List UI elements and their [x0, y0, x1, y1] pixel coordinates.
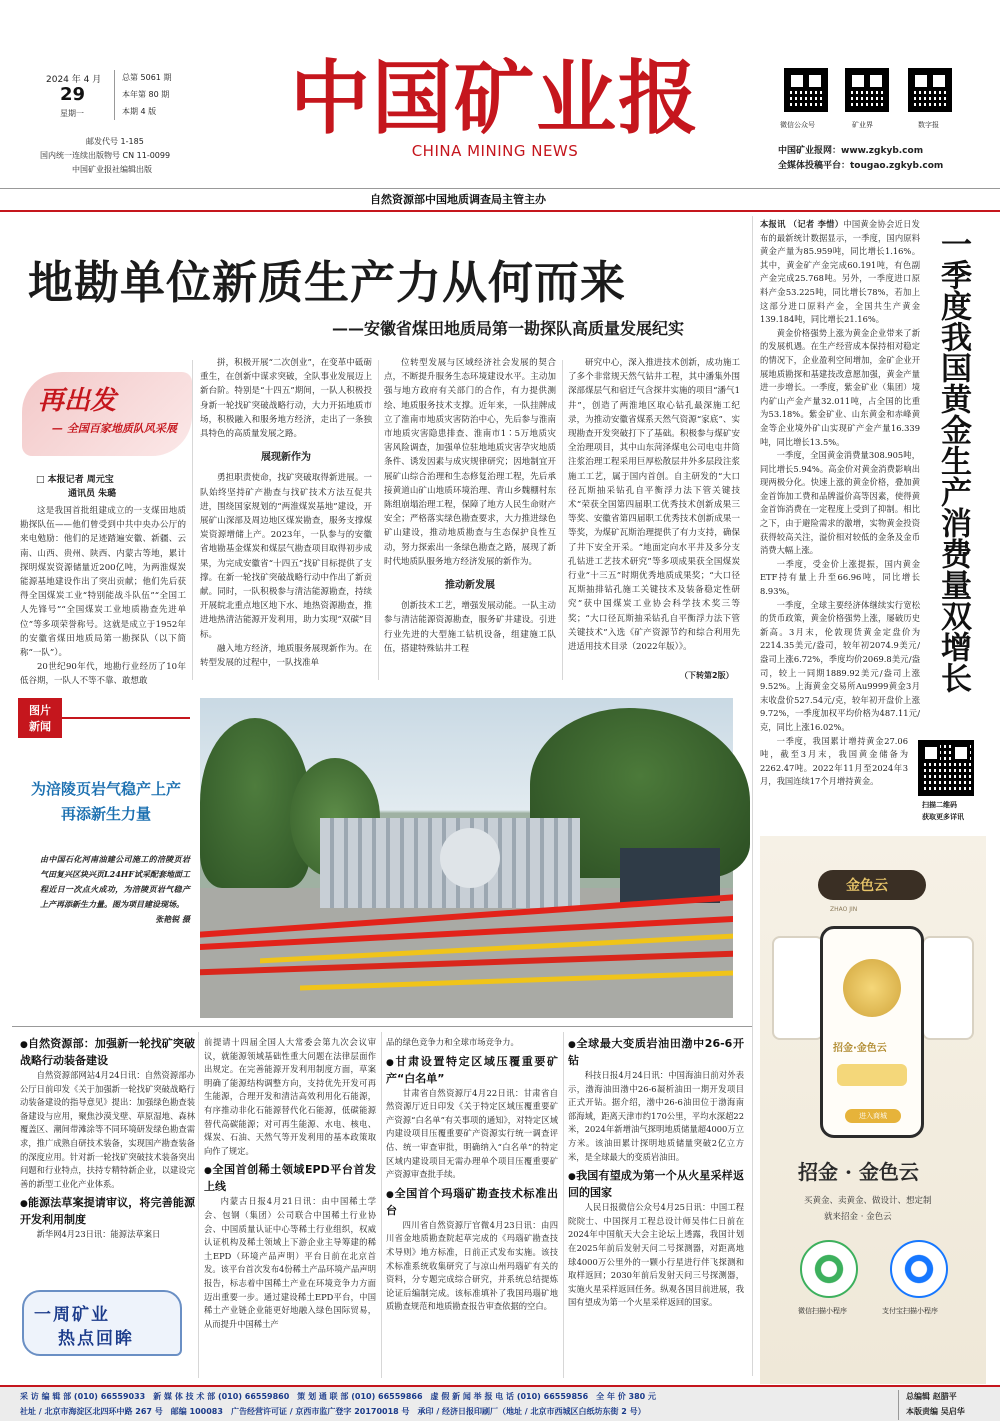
qr-mining-icon[interactable] — [845, 68, 889, 112]
ad-slogan-1: 买黄金、卖黄金、做设计、想定制 — [804, 1196, 932, 1206]
weekly-item-head: ● 全国首个玛瑙矿勘查技术标准出台 — [386, 1186, 558, 1219]
weekly-item-body: 人民日报微信公众号4月25日讯：中国工程院院士、中国探月工程总设计师吴伟仁日前在2024年中国航天大会主论坛上透露，我国计划在2025年前后发射天问二号探测器，对距离地球4000万公里外的一颗小行星进行伴飞探测和取样返回；2030年前后发射天问三号探测器，实施火星采样返回任务。纵观各国目前进展，我国有望成为第一个火星采样返回的国家。 — [568, 1202, 744, 1308]
series-badge — [22, 372, 192, 456]
section-heading: 展现新作为 — [261, 452, 311, 464]
weekly-item-body: 内蒙古日报4月21日讯：由中国稀土学会、包钢（集团）公司联合中国稀土行业协会、中国质量认证中心等稀土行业组织，权威认证机构及稀土领域上下游企业主导筹建的稀土EPD（环境产品声明）平台日前在北京首发。该平台首次发布4份稀土产品环境产品声明报告，标志着中国稀土产业在环境竞争力方面迈出重要一步。通过建设稀土EPD平台，中国稀土产业链企业能更好地融入绿色国际贸易，从而提升中国稀土产 — [204, 1196, 376, 1329]
issue-total: 总第 5061 期 — [122, 73, 172, 82]
ad-brand-small: 金色云 — [846, 878, 888, 894]
right-story-para: 中国黄金协会近日发布的最新统计数据显示，一季度，国内原料黄金产量为85.959吨，同比增长1.16%。其中，黄金矿产金完成60.191吨，有色副产金完成25.768吨。另外，一季度进口原料产金53.225吨，同比增长78%，若加上这部分进口原料产金，全国共生产黄金139.184吨，同比增长21.16%。 — [760, 219, 920, 325]
wechat-miniprogram-qr-icon[interactable] — [800, 1240, 858, 1298]
right-story-para: 一季度，受金价上涨提振，国内黄金ETF持有量上升至66.96吨，同比增长8.93%。 — [760, 558, 920, 597]
column-rule — [378, 360, 379, 680]
lead-col2-para: 拼，积极开展“二次创业”，在变革中砥砺重生，在创新中谋求突破，全队事业发展迈上新台阶。特别是“十四五”期间，一队人积极投身新一轮找矿突破战略行动，大力开拓地质市场，积极融入和服务地方经济，走出了一条独具特色的高质量发展之路。 — [200, 358, 372, 440]
ad-gold-icon — [843, 959, 901, 1017]
issue-year: 本年第 80 期 — [122, 90, 170, 99]
qr-digital-icon[interactable] — [908, 68, 952, 112]
lead-column-1 — [20, 504, 186, 687]
gas-field-photo — [200, 698, 733, 1018]
ad-phone-left — [772, 936, 824, 1040]
ad-phone-main — [820, 926, 924, 1138]
right-story-byline: 本报讯 （记者 李惜） — [760, 219, 844, 229]
photo-title-line2: 再添新生力量 — [60, 805, 151, 823]
lead-subhead: ——安徽省煤田地质局第一勘探队高质量发展纪实 — [332, 319, 685, 338]
masthead-english: CHINA MINING NEWS — [411, 142, 579, 160]
lead-headline: 地勘单位新质生产力从何而来 — [28, 256, 627, 309]
photo-title-line1: 为涪陵页岩气稳产上产 — [30, 780, 181, 798]
weekly-item-body: 科技日报4月24日讯：中国海油日前对外表示，渤海油田渤中26-6凝析油田一期开发项目正式开钻。据介绍，渤中26-6油田位于渤海南部海域，距离天津市约170公里，平均水深超22米，2024年新增油气探明地质储量超4000万立方米。该油田累计探明地质储量突破2亿立方米，是全球最大的变质岩油田。 — [568, 1070, 744, 1162]
lead-col3-para: 创新技术工艺，增强发展动能。一队主动参与清洁能源资源勘查，服务矿井建设。引进行业先进的大型施工钻机设备，组建施工队伍，搭建特殊钻井工程 — [384, 601, 556, 654]
sponsor-line: 自然资源部中国地质调查局主管主办 — [370, 193, 546, 206]
weekly-item-head: ● 全国首创稀土领域EPD平台首发上线 — [204, 1162, 376, 1195]
lead-col2-para: 融入地方经济，地质服务展现新作为。在转型发展的过程中，一队找准单 — [200, 643, 372, 669]
date-day: 29 — [60, 84, 86, 105]
masthead — [280, 48, 710, 158]
footer-divider — [898, 1390, 899, 1420]
weekly-title-line2: 热点回眸 — [58, 1329, 134, 1349]
weekly-item-head: ● 我国有望成为第一个从火星采样返回的国家 — [568, 1168, 744, 1201]
header-red-rule — [0, 210, 1000, 212]
footer — [0, 1385, 1000, 1421]
footer-address: 社址 / 北京市海淀区北四环中路 267 号 邮编 100083 广告经营许可证 / 京西市监广登字 20170018 号 承印 / 经济日报印刷厂（地址 / 北京市西城区白纸坊东街 2 号） — [20, 1407, 646, 1416]
date-divider — [114, 70, 115, 120]
ad-phone-title: 招金·金色云 — [833, 1043, 887, 1054]
story-qr-label1: 扫描二维码 — [922, 801, 957, 809]
weekly-column-4 — [568, 1036, 744, 1376]
weekly-item-head: ● 自然资源部：加强新一轮找矿突破战略行动装备建设 — [20, 1036, 195, 1069]
photo-tag-line2: 新闻 — [29, 720, 51, 733]
lead-column-4 — [568, 356, 740, 666]
ad-bracelet — [837, 1064, 907, 1086]
right-story-para: 一季度，我国累计增持黄金27.06吨，截至3月末，我国黄金储备为2262.47吨。2022年11月至2024年3月，我国连续17个月增持黄金。 — [760, 735, 908, 787]
right-column-rule — [752, 216, 753, 1376]
right-story-para: 黄金价格强势上涨为黄金企业带来了新的发展机遇。在生产经营成本保持相对稳定的情况下，企业盈利空间增加，金矿企业开展地质勘探和基建技改意愿加强，黄金产量进一步增长。一季度，紫金矿业（集团）境内矿山产金产量32.011吨，占全国的比重为53.18%。紫金矿业、山东黄金和赤峰黄金等企业境外矿山实现矿产金产量16.339吨，同比增长13.5%。 — [760, 327, 920, 447]
weekly-title-line1: 一周矿业 — [34, 1305, 110, 1325]
weekly-item-body: 四川省自然资源厅官微4月23日讯：由四川省金地质勘查院起草完成的《玛瑙矿勘查技术导则》地方标准，日前正式发布实施。该技术标准系统收集研究了与凉山州玛瑙矿有关的资料，分专题完成综合研究，并系统总结提炼论证后编制完成。该标准填补了我国玛瑙矿地质勘查规范和地质勘查报告审查依据的空白。 — [386, 1219, 558, 1312]
vessel — [440, 828, 500, 888]
weekly-column-2 — [204, 1036, 376, 1376]
ad-title: 招金 · 金色云 — [798, 1160, 919, 1184]
weekly-item-body: 新华网4月23日讯：能源法草案日 — [36, 1229, 161, 1240]
footer-editor-in-chief: 总编辑 赵腊平 — [906, 1392, 957, 1401]
alipay-miniprogram-qr-icon[interactable] — [890, 1240, 948, 1298]
masthead-title: 中国矿业报 — [290, 51, 700, 145]
lead-col1-para: 这是我国首批组建成立的一支煤田地质勘探队伍——他们曾受到中共中央办公厅的来电勉励：他们的足迹踏遍安徽、新疆、云南、山西、贵州、陕西、内蒙古等地，累计探明煤炭资源储量近200亿吨，为两淮煤炭能源基地建设作出了突出贡献；他们先后获得全国煤炭工业“特别能战斗队伍”“全国工人先锋号”“全国煤炭工业地质勘查先进单位”等多项荣誉称号。这就是成立于1952年的安徽省煤田地质局第一勘探队（以下简称“一队”）。 — [20, 506, 186, 659]
weekly-item-head: ● 能源法草案提请审议，将完善能源开发利用制度 — [20, 1195, 195, 1228]
ad-brand-en: ZHAO JIN — [830, 906, 858, 913]
column-rule — [192, 360, 193, 680]
publisher: 中国矿业报社编辑出版 — [72, 165, 152, 174]
advertisement[interactable] — [760, 836, 986, 1384]
weekly-item-head: ● 甘肃设置特定区域压覆重要矿产“白名单” — [386, 1054, 558, 1087]
weekly-top-rule — [12, 1026, 752, 1027]
ad-qr1-label: 微信扫描小程序 — [798, 1307, 847, 1315]
photographer: 张艳锐 摄 — [155, 914, 190, 924]
footer-contacts: 采 访 编 辑 部 (010) 66559033 新 媒 体 技 术 部 (010) 66559860 策 划 通 联 部 (010) 66559866 虚 假 新 闻 举 报 电 话 (010) 66559856 全 年 价 380 元 — [20, 1392, 656, 1401]
photo-tag-line1: 图片 — [29, 704, 51, 717]
column-rule — [562, 360, 563, 680]
footer-page-editor: 本版责编 吴启华 — [906, 1407, 965, 1416]
photo-news-title — [18, 778, 194, 824]
weekly-item-body: 前提请十四届全国人大常委会第九次会议审议，就能源领域基础性重大问题在法律层面作出规定。在完善能源开发利用制度方面，草案明确了能源结构调整方向，支持优先开发可再生能源，合理开发和清洁高效利用化石能源，有序推动非化石能源替代化石能源，低碳能源替代高碳能源；对可再生能源、水电、核电、煤炭、石油、天然气等开发利用的基本政策取向作了规定。 — [204, 1037, 376, 1156]
qr-wechat-icon[interactable] — [784, 68, 828, 112]
badge-title: 再出发 — [38, 386, 117, 416]
lead-column-3 — [384, 356, 556, 680]
lead-col3-para: 位转型发展与区域经济社会发展的契合点，不断提升服务生态环境建设水平。主动加强与地方政府有关部门的合作，有力提供测绘、地质服务技术支撑。近年来，一队挂牌成立了淮南市地质灾害防治中心，先后参与淮南市地质灾害隐患排查、淮南市1∶5万地质灾害风险调查，加强单位驻地地质灾害孕灾地质条件、诱发因素与成灾规律研究；因地制宜开展矿山综合治理和生态修复治理工程，先后承接黄道山矿山地质环境治理、青山乡魏棚村东陈组崩塌治理工程，保障了地方人民生命财产安全；严格落实绿色勘查要求，大力推进绿色矿山建设，推动地质勘查与生态保护良性互动，努力探索出一条绿色勘查之路，展现了新时代地质队服务地方经济发展的新作为。 — [384, 358, 556, 567]
right-story-headline: 一季度我国黄金生产消费量双增长 — [935, 228, 971, 693]
column-rule — [563, 1032, 564, 1378]
postal-code: 邮发代号 1-185 — [86, 137, 144, 146]
byline-reporter: □ 本报记者 周元宝 — [36, 475, 114, 485]
weekly-item-head: ● 全球最大变质岩油田渤中26-6开钻 — [568, 1036, 744, 1069]
submission-link[interactable]: 全媒体投稿平台：tougao.zgkyb.com — [778, 161, 944, 171]
website-link[interactable]: 中国矿业报网：www.zgkyb.com — [778, 146, 924, 156]
lead-col1-para: 20世纪90年代，地勘行业经历了10年低谷期，一队人不等不靠、敢想敢 — [20, 662, 186, 687]
right-story-para: 一季度，全球主要经济体继续实行宽松的货币政策，黄金价格强势上涨，屡破历史新高。3月末，伦敦现货黄金定盘价为2214.35美元/盎司，较年初2074.9美元/盎司上涨6.72%，季度均价2069.8美元/盎司，较上一同期1889.92美元/盎司上涨9.52%。上海黄金交易所Au9999黄金3月末收盘价527.54元/克，较年初开盘价上涨9.72%，一季度加权平均价格为487.11元/克，同比上涨16.02%。 — [760, 599, 920, 732]
ad-slogan-2: 就来招金 · 金色云 — [824, 1212, 892, 1222]
page-count: 本期 4 版 — [122, 107, 157, 116]
qr-label-wechat: 微信公众号 — [780, 121, 815, 129]
photo-tag-rule — [62, 717, 190, 719]
date-block — [42, 70, 202, 120]
photo-news-tag — [18, 698, 62, 738]
lead-column-2 — [200, 356, 372, 680]
ad-enter-mall-button[interactable]: 进入商城 — [845, 1109, 901, 1123]
weekday: 星期一 — [60, 109, 84, 118]
qr-label-digital: 数字报 — [918, 121, 939, 129]
ad-qr2-label: 支付宝扫描小程序 — [882, 1307, 938, 1315]
date-year-month: 2024 年 4 月 — [46, 75, 102, 85]
right-story-para: 一季度，全国黄金消费量308.905吨，同比增长5.94%。高金价对黄金消费影响出现两极分化。快速上涨的黄金价格，叠加黄金首饰加工费和品牌溢价高等因素，使得黄金首饰消费在一定程度上受到了抑制。相比之下，由于避险需求的激增，实物黄金投资获得较高关注，溢价相对较低的金条及金币消费大幅上涨。 — [760, 450, 920, 556]
weekly-item-body: 品的绿色竞争力和全球市场竞争力。 — [386, 1037, 519, 1047]
section-heading: 推动新发展 — [445, 580, 495, 592]
right-story-body — [760, 218, 920, 824]
qr-label-mining: 矿业界 — [852, 121, 873, 129]
weekly-item-body: 甘肃省自然资源厅4月22日讯：甘肃省自然资源厅近日印发《关于特定区域压覆重要矿产资源“白名单”有关事项的通知》，对特定区域内建设项目压覆重要矿产资源实行统一调查评估、统一审查审批，明确纳入“白名单”的特定区域内建设项目无需办理单个项目压覆重要矿产资源审查批手续。 — [386, 1087, 558, 1180]
continued-note: （下转第2版） — [680, 671, 734, 680]
column-rule — [198, 1032, 199, 1378]
column-rule — [381, 1032, 382, 1378]
badge-subtitle: — 全国百家地质队风采展 — [52, 422, 177, 435]
byline-correspondent: 通讯员 朱璐 — [68, 489, 117, 499]
photo-caption-text: 由中国石化河南油建公司施工的涪陵页岩气田复兴区块兴页L24HF试采配套地面工程近日一次点火成功，为涪陵页岩气稳产上产再添新生力量。图为项目建设现场。 — [40, 854, 190, 909]
weekly-item-body: 自然资源部网站4月24日讯：自然资源部办公厅日前印发《关于加强新一轮找矿突破战略行动装备建设的指导意见》提出：加强绿色勘查装备建设与应用，聚焦沙漠戈壁、草原湿地、森林覆盖区、潮间带滩涂等不同环境研发绿色勘查需求，推广成熟自研技术装备，实现国产勘查装备的深度应用。针对新一轮找矿突破技术装备突出问题和行业特点，扶持专精特新企业，以建设完善的新型工业化产业体系。 — [20, 1070, 195, 1189]
photo-caption — [40, 852, 190, 927]
weekly-column-3 — [386, 1036, 558, 1376]
ad-phone-right — [922, 936, 974, 1040]
weekly-roundup-badge — [22, 1290, 182, 1356]
equipment-house — [620, 848, 720, 903]
header-rule — [0, 188, 1000, 189]
story-qr-icon[interactable] — [918, 740, 974, 796]
cn-number: 国内统一连续出版物号 CN 11-0099 — [40, 151, 171, 160]
weekly-column-1 — [20, 1036, 195, 1270]
story-qr-label2: 获取更多详讯 — [922, 813, 964, 821]
lead-col2-para: 勇担职责使命，找矿突破取得新进展。一队始终坚持矿产勘查与找矿技术方法互促共进，围绕国家规划的“两淮煤炭基地”建设，开展矿山深部及周边地区煤炭勘查，服务支撑煤炭资源增储上产。2023年，一队参与的安徽省地勘基金煤炭和煤层气勘查项目取得初步成果，为完成安徽省“十四五”找矿目标提供了支撑。在新一轮找矿突破战略行动中作出了新贡献。同时，一队积极参与清洁能源勘查，持续开展皖北重点地区地下水、地热资源勘查，推进地热清洁能源开发利用，助力实现“双碳”目标。 — [200, 473, 372, 640]
lead-col4-para: 研究中心，深入推进技术创新，成功施工了多个非常规天然气钻井工程，其中潘集外围深部煤层气和宿迁气含探井实施的项目“潘气1井”，创造了两淮地区取心钻孔最深施工纪录，为推动安徽省煤系天然气资源“家底”、实现勘查开发突破打下了基础。积极参与煤矿安全治理项目，其中山东菏泽煤电公司电屯井筒注浆治理工程采用巨厚松散层井外多层段注浆施工工艺，属于国内首创。自主研发的“大口径瓦斯抽采钻孔自平衡浮力法下管关键技术”荣获全国第四届职工优秀技术创新成果三等奖、安徽省第四届职工优秀技术创新成果一等奖，为煤矿瓦斯治理提供了有力支持，确保了井下安全开采。“地面定向水平井及多分支孔钻进工艺技术研究”等多项成果获全国煤炭行业“十三五”时期优秀地质成果奖；“大口径瓦斯抽排钻孔施工关键技术及装备稳定性研究”获中国煤炭工业协会科学技术奖三等奖；“大口径瓦斯抽采钻孔自平衡浮力法下管关键技术”入选《矿产资源节约和综合利用先进适用技术目录（2022年版）》。 — [568, 358, 740, 653]
